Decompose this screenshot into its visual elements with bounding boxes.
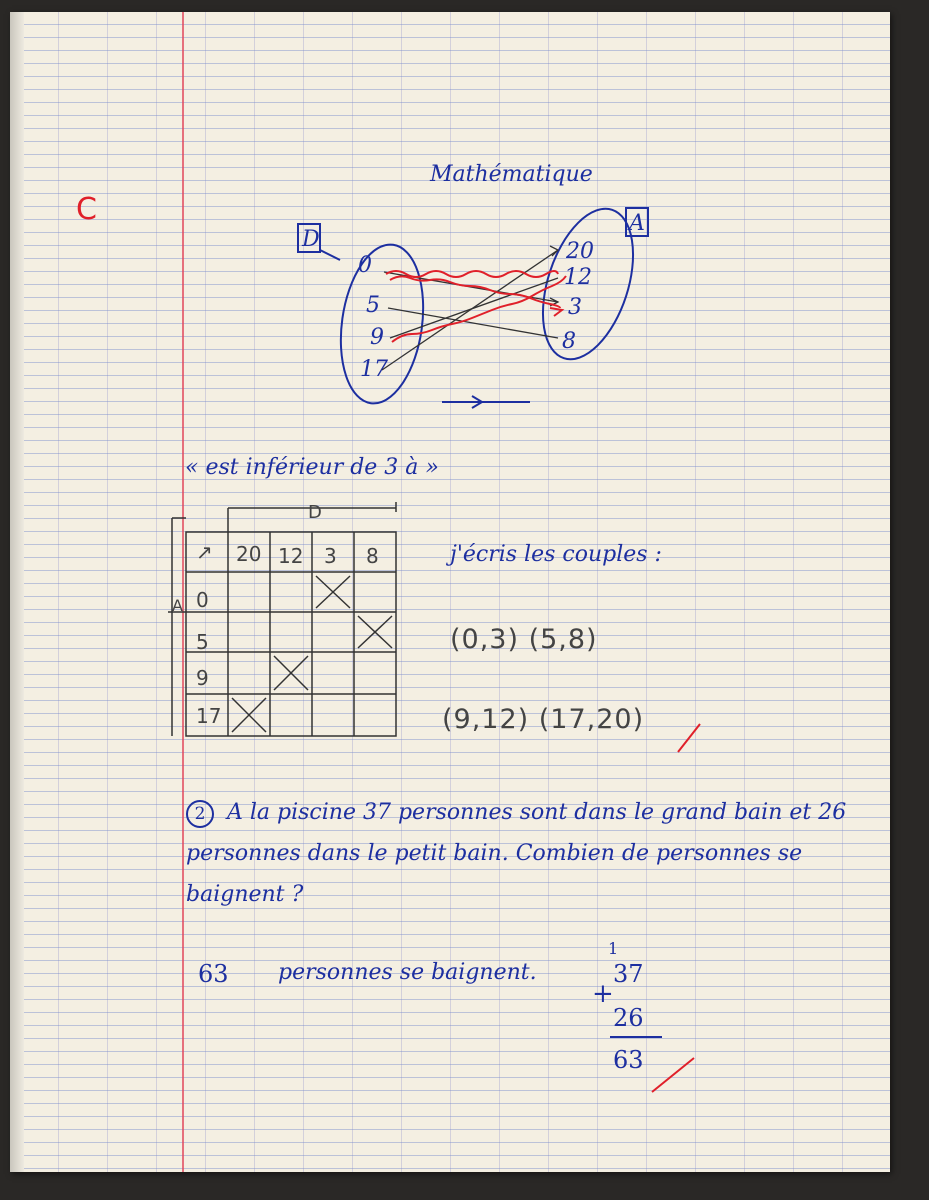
col-header: 12 <box>278 544 304 568</box>
addition-result: 63 <box>613 1046 644 1074</box>
answer-text: personnes se baignent. <box>278 960 537 985</box>
set-a-label: A <box>629 211 645 236</box>
cell-cross <box>358 616 392 648</box>
problem-statement <box>186 792 876 915</box>
a-element: 3 <box>568 295 582 320</box>
table-top-label: D <box>308 502 322 523</box>
col-header: 20 <box>236 542 262 566</box>
cell-cross <box>232 698 266 732</box>
addition-operator: + <box>592 979 614 1009</box>
row-header: 5 <box>196 630 209 654</box>
d-element: 0 <box>358 253 372 278</box>
d-element: 17 <box>360 357 388 382</box>
page-title: Mathématique <box>430 162 593 187</box>
d-element: 9 <box>370 325 384 350</box>
a-element: 12 <box>564 265 592 290</box>
d-element: 5 <box>366 293 380 318</box>
couples-line: (9,12) (17,20) <box>442 704 645 735</box>
problem-text: A la piscine 37 personnes sont dans le grand bain et 26 personnes dans le petit bain. Combien de personnes se baignent ? <box>186 800 847 907</box>
row-header: 17 <box>196 704 222 728</box>
addition-operand: 37 <box>613 960 644 988</box>
couples-line: (0,3) (5,8) <box>450 624 598 655</box>
set-d-label: D <box>302 227 320 252</box>
problem-number: 2 <box>186 800 214 828</box>
col-header: 8 <box>366 544 379 568</box>
a-element: 8 <box>562 329 576 354</box>
addition-rule <box>610 1036 662 1038</box>
addition-operand: 26 <box>613 1004 644 1032</box>
table-side-label: A <box>172 596 183 615</box>
cell-cross <box>274 656 308 690</box>
answer-number: 63 <box>198 960 229 988</box>
table-corner-arrow: ↗ <box>196 540 213 564</box>
cell-cross <box>316 576 350 608</box>
row-header: 0 <box>196 588 209 612</box>
couples-intro: j'écris les couples : <box>450 542 662 567</box>
col-header: 3 <box>324 544 337 568</box>
margin-letter: C <box>76 192 97 227</box>
a-element: 20 <box>566 239 594 264</box>
cartesian-table <box>10 12 890 1172</box>
relation-label: « est inférieur de 3 à » <box>185 455 439 480</box>
addition-carry: 1 <box>608 939 619 958</box>
notebook-page <box>10 12 890 1172</box>
row-header: 9 <box>196 666 209 690</box>
